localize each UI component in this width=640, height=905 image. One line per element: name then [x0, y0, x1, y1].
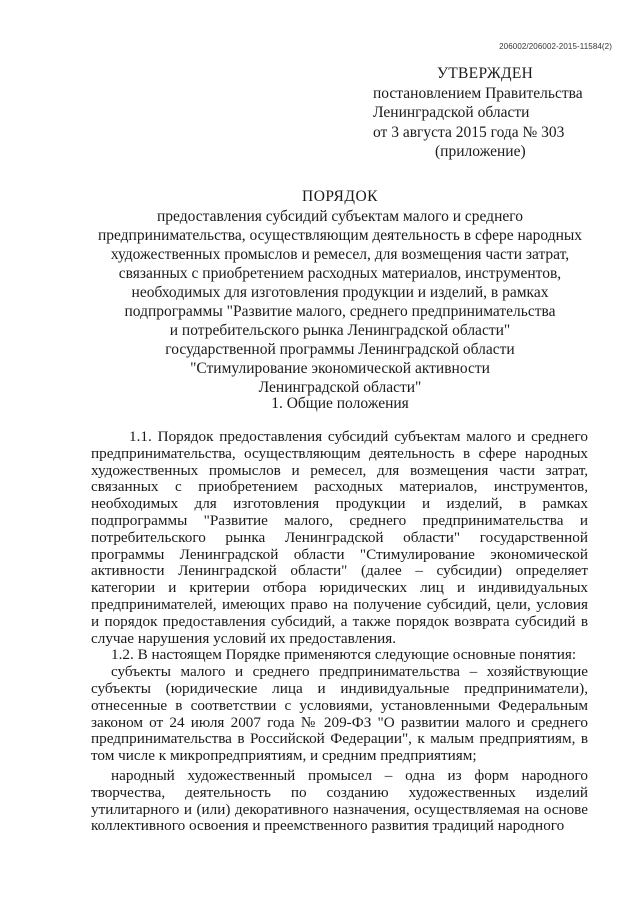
document-id: 206002/206002-2015-11584(2) [499, 42, 612, 51]
title-line: связанных с приобретением расходных материалов, инструментов, [118, 265, 562, 282]
title-line: Ленинградской области" [258, 379, 422, 396]
title-heading: ПОРЯДОК [302, 188, 378, 205]
section-heading: 1. Общие положения [271, 395, 409, 412]
title-line: необходимых для изготовления продукции и изделий, в рамках [131, 284, 549, 301]
title-line: предпринимательства, осуществляющим деятельность в сфере народных [97, 227, 583, 244]
title-line: "Стимулирование экономической активности [190, 360, 490, 377]
title-line: предоставления субсидий субъектам малого и среднего [157, 208, 523, 225]
approval-appendix: (приложение) [435, 143, 526, 160]
approval-line-1: постановлением Правительства [373, 84, 583, 102]
paragraph-1-1: 1.1. Порядок предоставления субсидий субъектам малого и среднего предпринимательства, осуществляющим деятельность в сфере народных художественных промыслов и ремесел, для возмещения части затрат, связанных с приобретением расходных материалов, инструментов, необходимых для изготовления продукции и изделий, в рамках подпрограммы "Развитие малого, среднего предпринимательства и потребительского рынка Ленинградской области" государственной программы Ленинградской области "Стимулирование экономической активности Ленинградской области" (далее – субсидии) определяет категории и критерии отбора юридических лиц и индивидуальных предпринимателей, имеющих право на получение субсидий, цели, условия и порядок предоставления субсидий, а также порядок возврата субсидий в случае нарушения условий их предоставления. [91, 428, 588, 647]
approval-title: УТВЕРЖДЕН [437, 65, 534, 82]
body-text [91, 429, 588, 835]
paragraph-definition-folk-craft: народный художественный промысел – одна из форм народного творчества, деятельность по созданию художественных изделий утилитарного и (или) декоративного назначения, осуществляемая на основе коллективного освоения и преемственного развития традиций народного [91, 766, 588, 835]
paragraph-definition-sme: субъекты малого и среднего предпринимательства – хозяйствующие субъекты (юридические лица и индивидуальные предприниматели), отнесенные в соответствии с условиями, установленными Федеральным законом от 24 июля 2007 года № 209-ФЗ "О развитии малого и среднего предпринимательства в Российской Федерации", к малым предприятиям, в том числе к микропредприятиям, и средним предприятиям; [91, 663, 588, 765]
approval-line-2: Ленинградской области [373, 104, 530, 121]
title-line: подпрограммы "Развитие малого, среднего предпринимательства [124, 303, 556, 320]
approval-line-3: от 3 августа 2015 года № 303 [373, 123, 565, 141]
paragraph-1-2: 1.2. В настоящем Порядке применяются следующие основные понятия: [111, 646, 577, 664]
title-line: художественных промыслов и ремесел, для возмещения части затрат, [110, 246, 570, 263]
approval-stamp [373, 64, 623, 162]
title-line: государственной программы Ленинградской области [165, 341, 515, 358]
title-line: и потребительского рынка Ленинградской области" [169, 322, 511, 339]
document-title [70, 187, 610, 397]
